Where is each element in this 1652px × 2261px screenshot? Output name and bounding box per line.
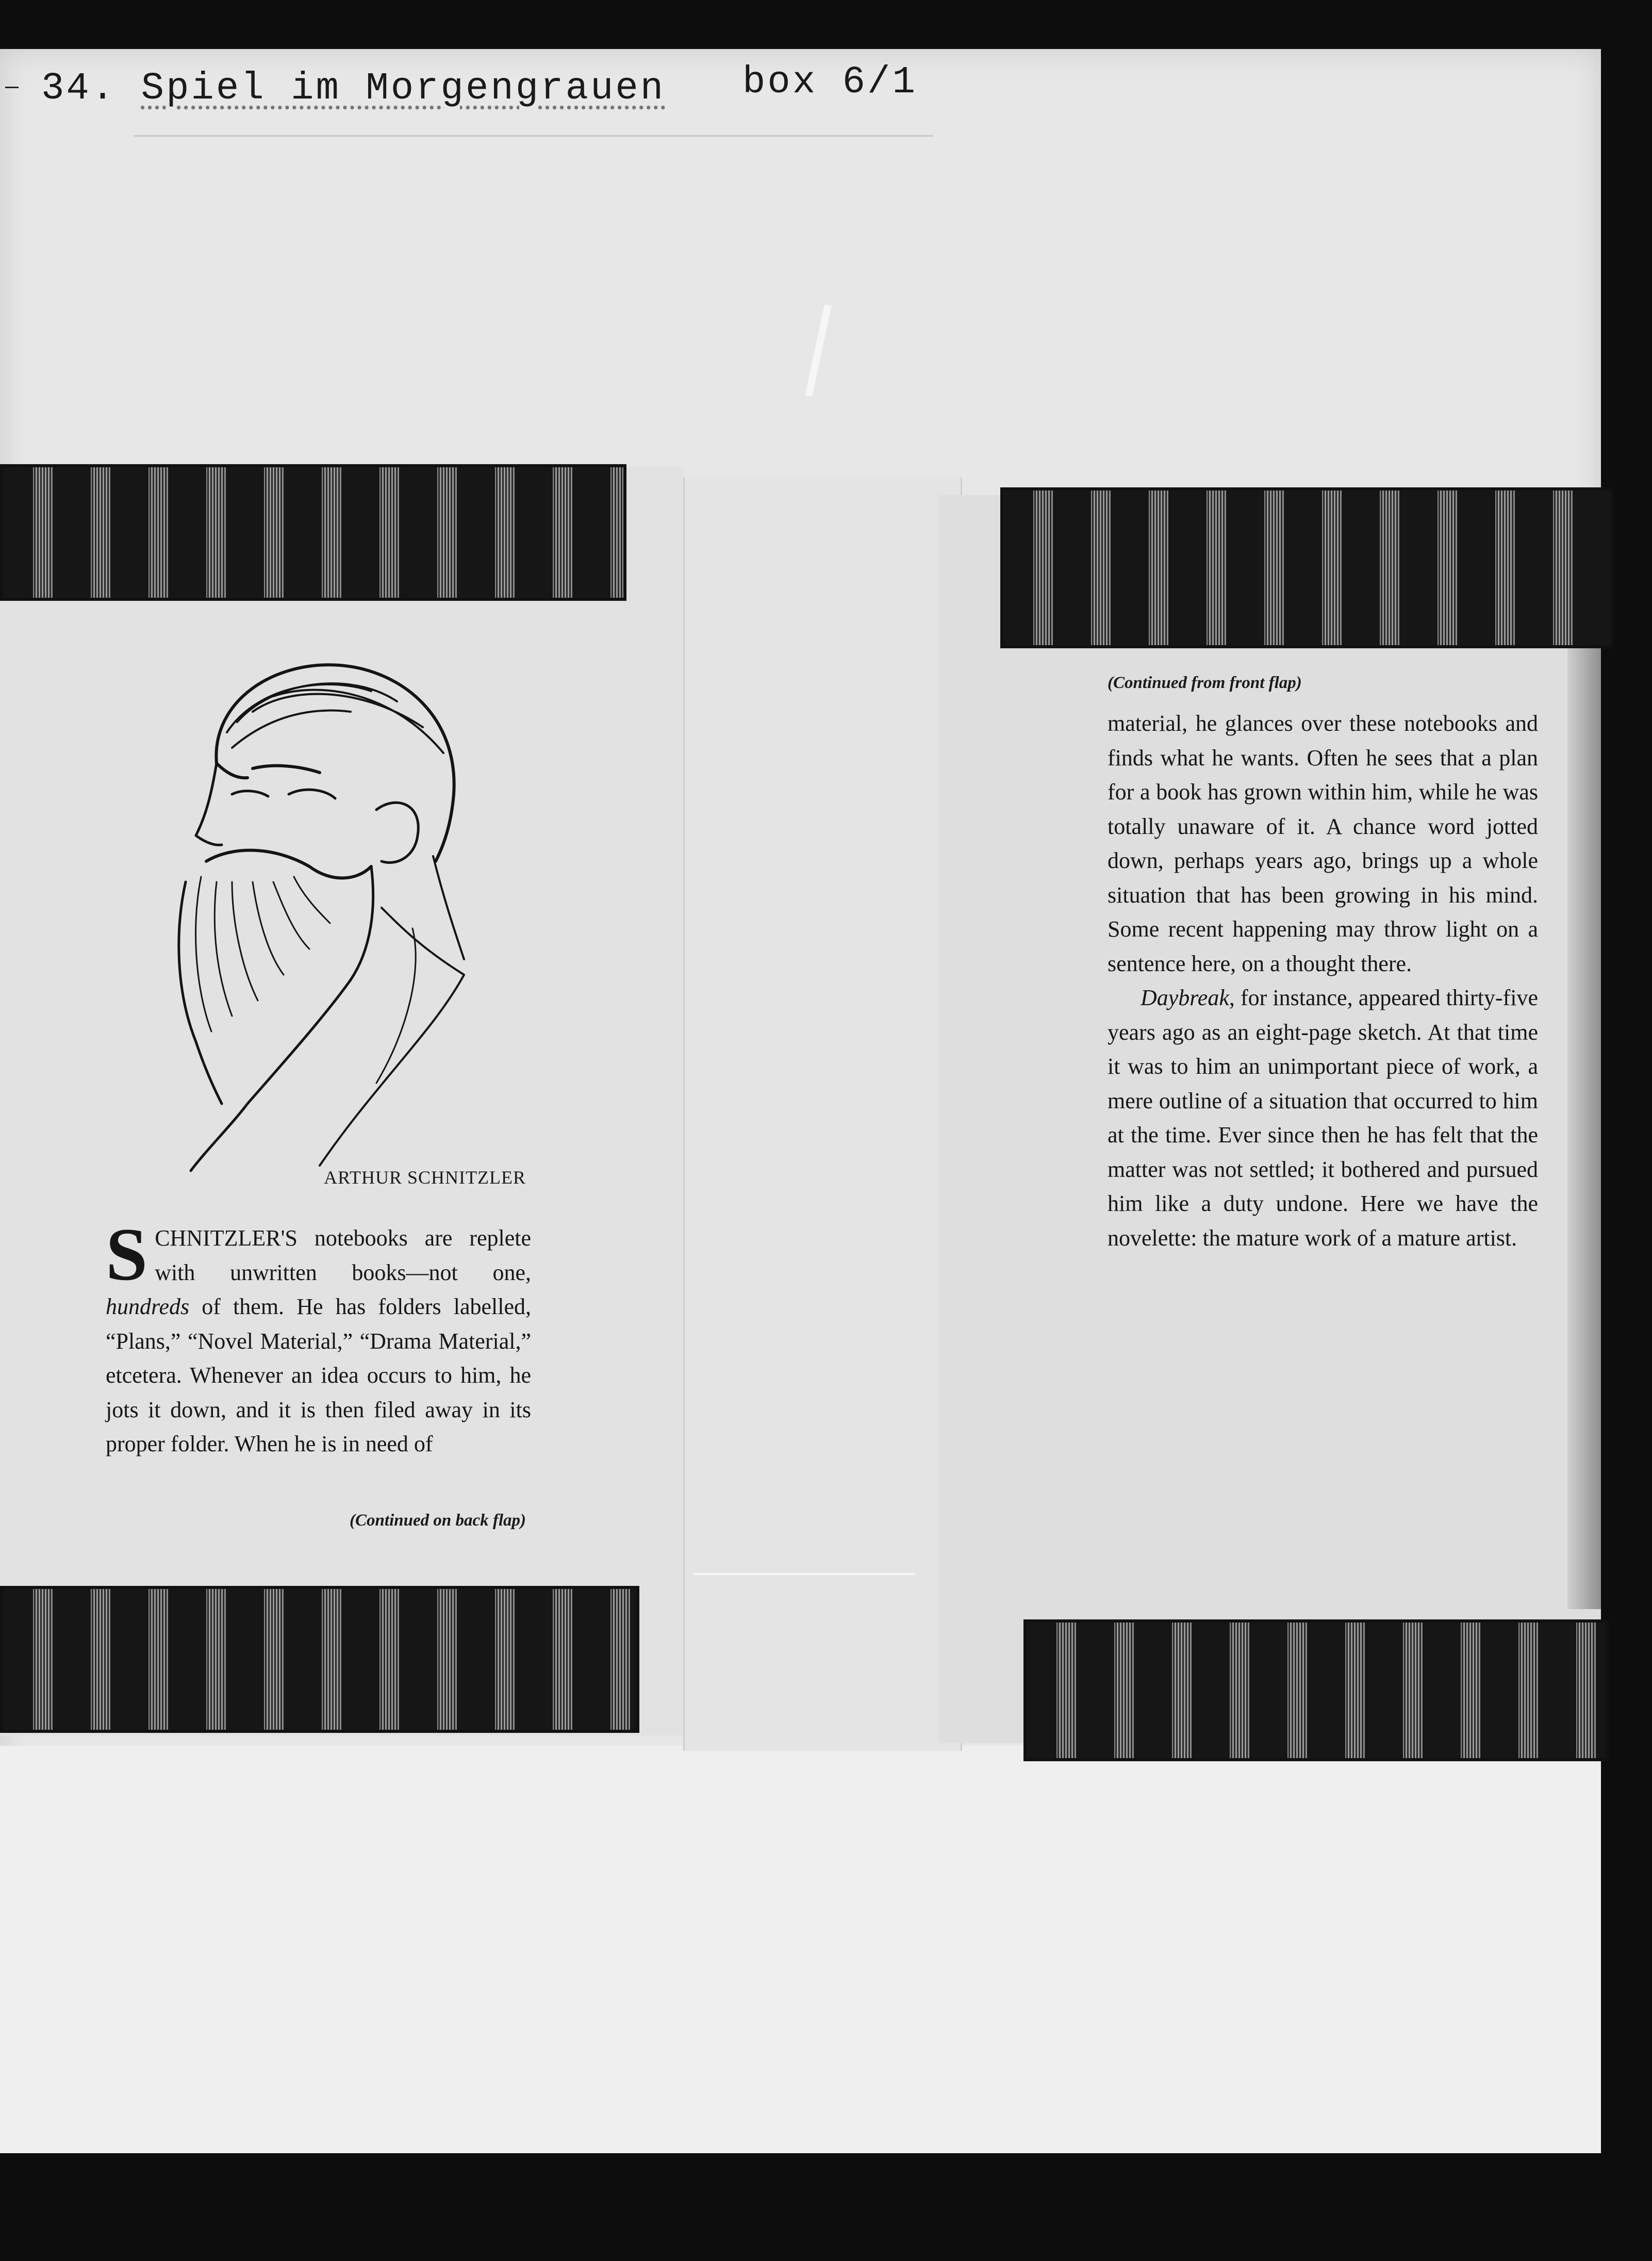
portrait-caption: ARTHUR SCHNITZLER	[324, 1167, 526, 1188]
back-paragraph-2-text: , for instance, appeared thirty-five years ago as an eight-page sketch. At that time it was to him an unimportant piece of work, a mere outline of a situation that occurred to him at the time. Ever since then he has felt that the matter was not settled; it bothered and pursued him like a duty undone. Here we have the novelette: the mature work of a mature artist.	[1108, 985, 1538, 1251]
scan-streak	[693, 1573, 915, 1575]
jacket-spine-area	[683, 477, 962, 1751]
sheet-lower-margin	[0, 1746, 1601, 2153]
drop-cap: S	[106, 1213, 148, 1296]
back-flap-shadow	[1567, 634, 1601, 1609]
front-text-emphasis: hundreds	[106, 1294, 190, 1319]
front-flap-text	[106, 1213, 531, 1462]
archive-title: Spiel im Morgengrauen	[141, 67, 666, 110]
back-flap-text	[1108, 707, 1538, 1255]
continued-on-back-note: (Continued on back flap)	[350, 1511, 526, 1530]
back-paragraph-2	[1108, 981, 1538, 1255]
front-top-stripe-band	[0, 464, 626, 601]
archive-number: 34.	[41, 67, 117, 110]
margin-mark	[5, 87, 19, 88]
header-rule	[134, 135, 933, 137]
back-top-stripe-band	[1000, 487, 1614, 648]
archive-box-number: box 6/1	[742, 61, 917, 104]
continued-from-front-note: (Continued from front flap)	[1108, 674, 1302, 692]
front-text-lead: CHNITZLER'S notebooks are replete with unwritten books—not one,	[155, 1225, 531, 1285]
front-text-rest: of them. He has folders labelled, “Plans,” “Novel Material,” “Drama Material,” etcetera. Whenever an idea occurs to him, he jots it down, and it is then filed away in its proper folder. When he is in need of	[106, 1294, 531, 1456]
book-title-daybreak: Daybreak	[1141, 985, 1229, 1010]
author-portrait-illustration	[155, 640, 485, 1181]
front-bottom-stripe-band	[0, 1586, 639, 1733]
back-bottom-stripe-band	[1023, 1619, 1609, 1761]
back-paragraph-1: material, he glances over these notebooks and finds what he wants. Often he sees that a plan for a book has grown within him, while he was totally unaware of it. A chance word jotted down, perhaps years ago, brings up a whole situation that has been growing in his mind. Some recent happening may throw light on a sentence here, on a thought there.	[1108, 711, 1538, 976]
archive-label	[41, 67, 665, 110]
